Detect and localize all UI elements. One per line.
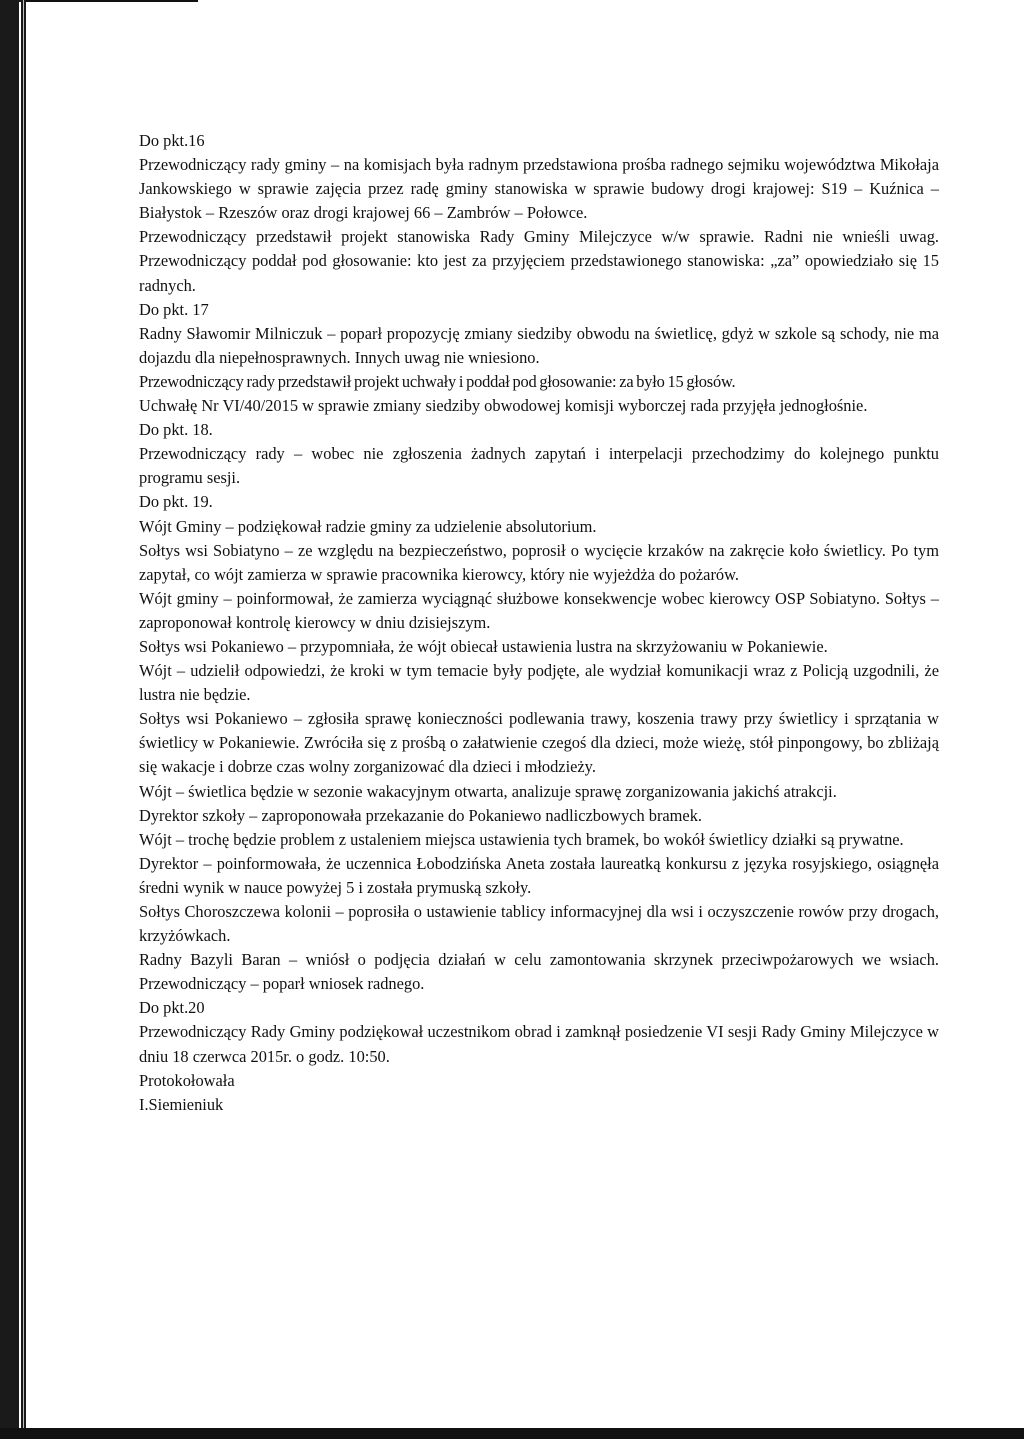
- section-heading-18: Do pkt. 18.: [139, 420, 213, 440]
- paragraph: Wójt – trochę będzie problem z ustaleniem miejsca ustawienia tych bramek, bo wokół świetlicy działki są prywatne.: [139, 829, 904, 849]
- scan-left-border: [0, 0, 26, 1439]
- scan-bottom-border: [0, 1428, 1024, 1439]
- paragraph: Dyrektor – poinformowała, że uczennica Łobodzińska Aneta została laureatką konkursu z języka rosyjskiego, osiągnęła średni wynik w nauce powyżej 5 i została prymuską szkoły.: [139, 853, 939, 897]
- section-heading-20: Do pkt.20: [139, 998, 205, 1018]
- paragraph: Przewodniczący rady gminy – na komisjach była radnym przedstawiona prośba radnego sejmiku województwa Mikołaja Jankowskiego w sprawie zajęcia przez radę gminy stanowiska w sprawie budowy drogi krajowej: S19 – Kuźnica – Białystok – Rzeszów oraz drogi krajowej 66 – Zambrów – Połowce.: [139, 155, 939, 223]
- paragraph: Uchwałę Nr VI/40/2015 w sprawie zmiany siedziby obwodowej komisji wyborczej rada przyjęła jednogłośnie.: [139, 396, 868, 416]
- scan-left-gap: [19, 2, 21, 1439]
- paragraph: Wójt Gminy – podziękował radzie gminy za udzielenie absolutorium.: [139, 516, 597, 536]
- scan-left-gap-light: [23, 0, 24, 1439]
- paragraph: Dyrektor szkoły – zaproponowała przekazanie do Pokaniewo nadliczbowych bramek.: [139, 805, 702, 825]
- paragraph: Przewodniczący przedstawił projekt stanowiska Rady Gminy Milejczyce w/w sprawie. Radni nie wnieśli uwag. Przewodniczący poddał pod głosowanie: kto jest za przyjęciem przedstawionego stanowiska: „za” opowiedziało się 15 radnych.: [139, 227, 939, 295]
- paragraph: Przewodniczący rady przedstawił projekt uchwały i poddał pod głosowanie: za było 15 głosów.: [139, 371, 736, 391]
- paragraph: Radny Sławomir Milniczuk – poparł propozycję zmiany siedziby obwodu na świetlicę, gdyż w szkole są schody, nie ma dojazdu dla niepełnosprawnych. Innych uwag nie wniesiono.: [139, 323, 939, 367]
- paragraph: Przewodniczący rady – wobec nie zgłoszenia żadnych zapytań i interpelacji przechodzimy do kolejnego punktu programu sesji.: [139, 444, 939, 488]
- paragraph: Przewodniczący Rady Gminy podziękował uczestnikom obrad i zamknął posiedzenie VI sesji Rady Gminy Milejczyce w dniu 18 czerwca 2015r. o godz. 10:50.: [139, 1022, 939, 1066]
- paragraph: Radny Bazyli Baran – wniósł o podjęcia działań w celu zamontowania skrzynek przeciwpożarowych we wsiach. Przewodniczący – poparł wniosek radnego.: [139, 950, 939, 994]
- paragraph: Sołtys wsi Sobiatyno – ze względu na bezpieczeństwo, poprosił o wycięcie krzaków na zakręcie koło świetlicy. Po tym zapytał, co wójt zamierza w sprawie pracownika kierowcy, który nie wyjeżdża do pożarów.: [139, 540, 939, 584]
- signature-label: Protokołowała: [139, 1070, 235, 1090]
- section-heading-17: Do pkt. 17: [139, 299, 209, 319]
- section-heading-19: Do pkt. 19.: [139, 492, 213, 512]
- scan-top-border: [0, 0, 198, 2]
- document-body: [139, 129, 939, 1117]
- paragraph: Sołtys Choroszczewa kolonii – poprosiła o ustawienie tablicy informacyjnej dla wsi i oczyszczenie rowów przy drogach, krzyżówkach.: [139, 902, 939, 946]
- paragraph: Sołtys wsi Pokaniewo – przypomniała, że wójt obiecał ustawienia lustra na skrzyżowaniu w Pokaniewie.: [139, 636, 828, 656]
- section-heading-16: Do pkt.16: [139, 131, 205, 150]
- paragraph: Wójt – świetlica będzie w sezonie wakacyjnym otwarta, analizuje sprawę zorganizowania jakichś atrakcji.: [139, 781, 837, 801]
- signature-name: I.Siemieniuk: [139, 1094, 224, 1114]
- paragraph: Wójt – udzielił odpowiedzi, że kroki w tym temacie były podjęte, ale wydział komunikacji wraz z Policją uzgodnili, że lustra nie będzie.: [139, 661, 939, 705]
- paragraph: Sołtys wsi Pokaniewo – zgłosiła sprawę konieczności podlewania trawy, koszenia trawy przy świetlicy i sprzątania w świetlicy w Pokaniewie. Zwróciła się z prośbą o załatwienie czegoś dla dzieci, może wieżę, stół pinpongowy, bo zbliżają się wakacje i dobrze czas wolny zorganizować dla dzieci i młodzieży.: [139, 709, 939, 777]
- paragraph: Wójt gminy – poinformował, że zamierza wyciągnąć służbowe konsekwencje wobec kierowcy OSP Sobiatyno. Sołtys – zaproponował kontrolę kierowcy w dniu dzisiejszym.: [139, 588, 939, 632]
